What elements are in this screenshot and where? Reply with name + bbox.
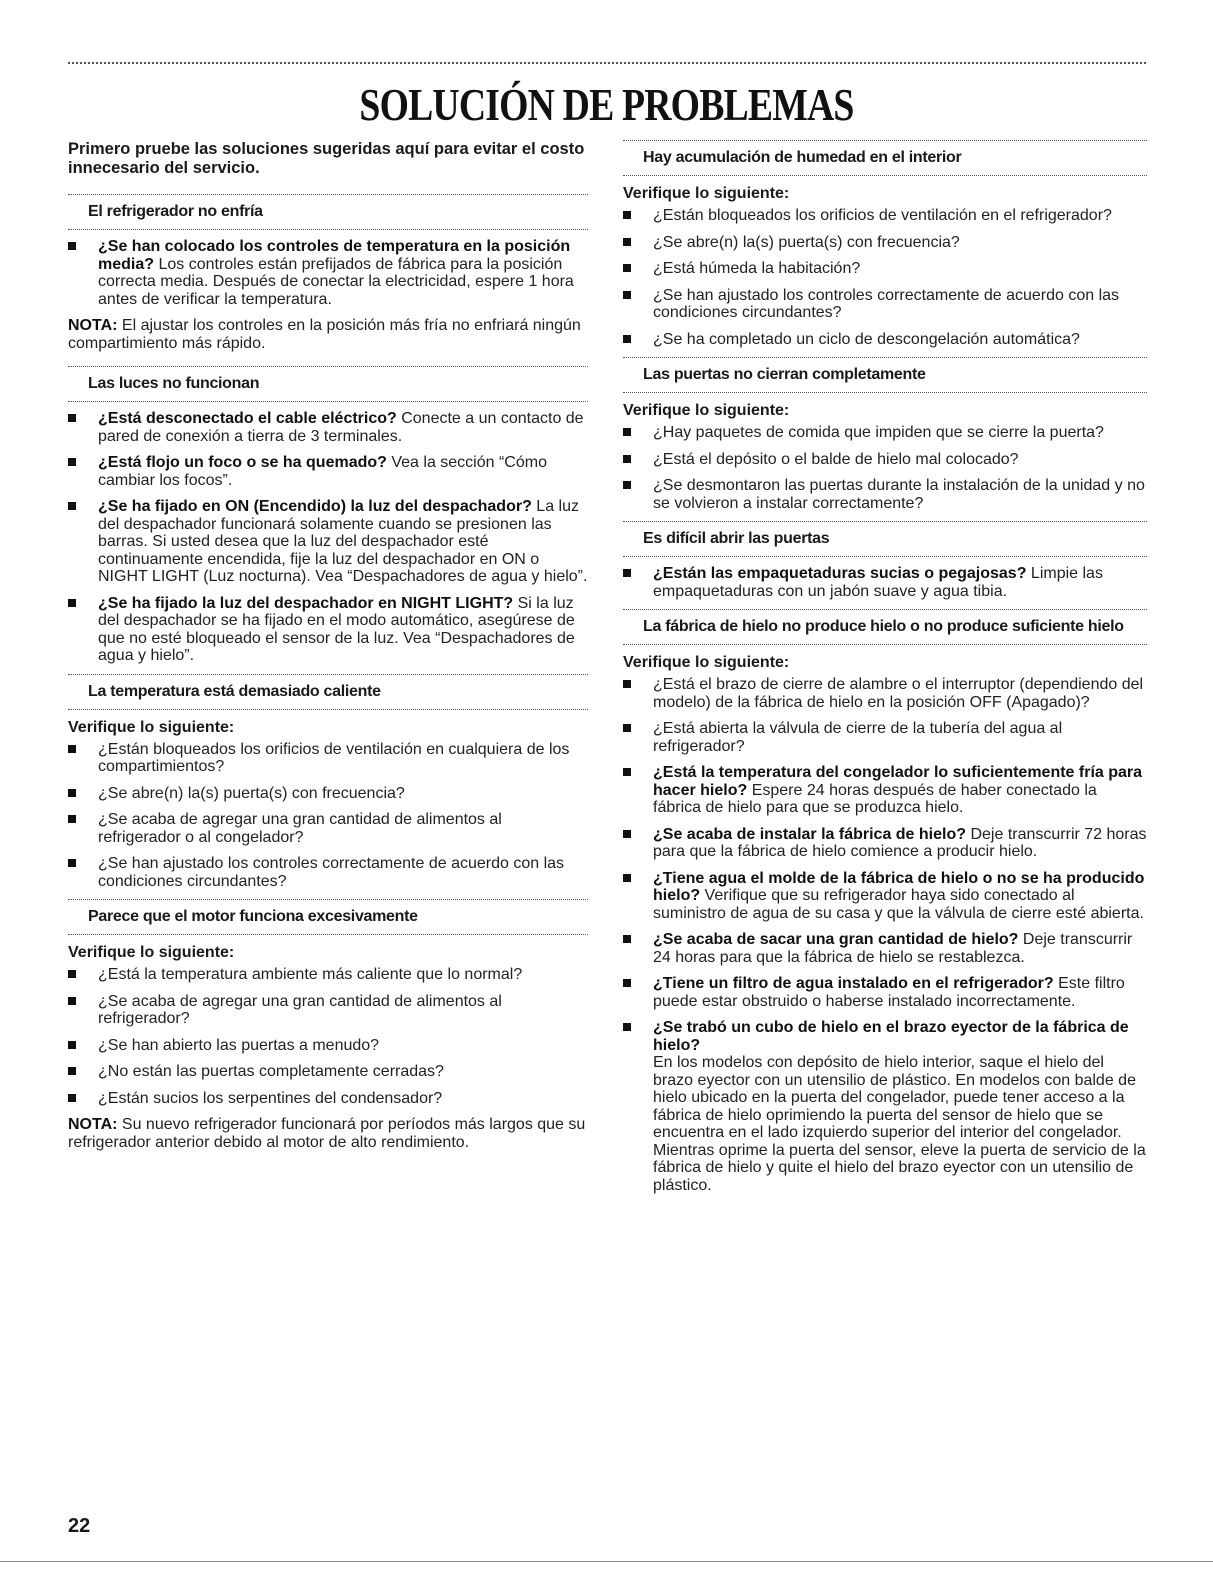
section-doors-open bbox=[623, 521, 1147, 600]
list-item: ¿Está desconectado el cable eléctrico? Conecte a un contacto de pared de conexión a tierra de 3 terminales. bbox=[68, 410, 588, 445]
verify-label: Verifique lo siguiente: bbox=[623, 402, 790, 419]
section-heading: Hay acumulación de humedad en el interior bbox=[623, 140, 1147, 176]
right-column bbox=[623, 140, 1147, 1203]
bullet-icon bbox=[623, 874, 631, 882]
bottom-rule bbox=[0, 1561, 1213, 1562]
verify-label: Verifique lo siguiente: bbox=[623, 185, 790, 202]
list-item: ¿Está el brazo de cierre de alambre o el interruptor (dependiendo del modelo) de la fábrica de hielo en la posición OFF (Apagado)? bbox=[623, 676, 1147, 711]
list-item: ¿Hay paquetes de comida que impiden que se cierre la puerta? bbox=[623, 424, 1147, 442]
section-heading: La temperatura está demasiado caliente bbox=[68, 674, 588, 710]
bullet-icon bbox=[68, 1094, 76, 1102]
bullet-icon bbox=[68, 745, 76, 753]
bullet-icon bbox=[68, 997, 76, 1005]
top-dotted-rule bbox=[68, 62, 1146, 64]
section-heading: Las luces no funcionan bbox=[68, 366, 588, 402]
bullet-icon bbox=[623, 211, 631, 219]
bullet-icon bbox=[68, 859, 76, 867]
page-title: SOLUCIÓN DE PROBLEMAS bbox=[359, 79, 854, 130]
section-lights bbox=[68, 366, 588, 665]
bullet-icon bbox=[623, 455, 631, 463]
list-item: ¿Tiene agua el molde de la fábrica de hielo o no se ha producido hielo? Verifique que su refrigerador haya sido conectado al suministro de agua de su casa y que la válvula de cierre esté abierta. bbox=[623, 870, 1147, 923]
bullet-icon bbox=[623, 428, 631, 436]
list-item: ¿Se han ajustado los controles correctamente de acuerdo con las condiciones circundantes? bbox=[623, 287, 1147, 322]
bullet-icon bbox=[68, 789, 76, 797]
bullet-icon bbox=[623, 979, 631, 987]
list-item: ¿Se trabó un cubo de hielo en el brazo eyector de la fábrica de hielo? En los modelos con depósito de hielo interior, saque el hielo del brazo eyector con un utensilio de plástico. En modelos con balde de hielo ubicado en la puerta del congelador, puede tener acceso a la fábrica de hielo oprimiendo la puerta del sensor de hielo que se encuentra en el lado izquierdo superior del interior del congelador. Mientras oprime la puerta del sensor, eleve la puerta de servicio de la fábrica de hielo y quite el hielo del brazo eyector con un utensilio de plástico. bbox=[623, 1019, 1147, 1194]
bullet-icon bbox=[623, 238, 631, 246]
bullet-icon bbox=[68, 414, 76, 422]
list-item: ¿Están bloqueados los orificios de ventilación en el refrigerador? bbox=[623, 207, 1147, 225]
bullet-icon bbox=[68, 242, 76, 250]
list-item: ¿Se abre(n) la(s) puerta(s) con frecuencia? bbox=[68, 785, 588, 803]
list-item: ¿Está la temperatura ambiente más caliente que lo normal? bbox=[68, 966, 588, 984]
list-item: ¿Está la temperatura del congelador lo suficientemente fría para hacer hielo? Espere 24 horas después de haber conectado la fábrica de hielo para que se produzca hielo. bbox=[623, 764, 1147, 817]
bullet-icon bbox=[623, 1023, 631, 1031]
page-number: 22 bbox=[68, 1515, 91, 1537]
list-item: ¿Están sucios los serpentines del condensador? bbox=[68, 1090, 588, 1108]
list-item: ¿Está abierta la válvula de cierre de la tubería del agua al refrigerador? bbox=[623, 720, 1147, 755]
list-item: ¿Se ha completado un ciclo de descongelación automática? bbox=[623, 331, 1147, 349]
section-heading: El refrigerador no enfría bbox=[68, 194, 588, 230]
bullet-icon bbox=[623, 481, 631, 489]
list-item: ¿Se acaba de sacar una gran cantidad de hielo? Deje transcurrir 24 horas para que la fábrica de hielo se restablezca. bbox=[623, 931, 1147, 966]
bullet-icon bbox=[623, 335, 631, 343]
list-item: ¿Se ha fijado en ON (Encendido) la luz del despachador? La luz del despachador funcionará solamente cuando se presionen las barras. Si usted desea que la luz del despachador esté continuamente encendida, fije la luz del despachador en ON o NIGHT LIGHT (Luz nocturna). Vea “Despachadores de agua y hielo”. bbox=[68, 498, 588, 586]
note-text: NOTA: Su nuevo refrigerador funcionará por períodos más largos que su refrigerador anterior debido al motor de alto rendimiento. bbox=[68, 1116, 586, 1151]
list-item: ¿Están bloqueados los orificios de ventilación en cualquiera de los compartimientos? bbox=[68, 741, 588, 776]
bullet-icon bbox=[623, 724, 631, 732]
bullet-icon bbox=[68, 458, 76, 466]
bullet-icon bbox=[623, 935, 631, 943]
list-item: ¿Está húmeda la habitación? bbox=[623, 260, 1147, 278]
section-no-cooling bbox=[68, 194, 588, 352]
section-heading: Es difícil abrir las puertas bbox=[623, 521, 1147, 557]
list-item: ¿Se acaba de instalar la fábrica de hielo? Deje transcurrir 72 horas para que la fábrica de hielo comience a producir hielo. bbox=[623, 826, 1147, 861]
bullet-icon bbox=[623, 291, 631, 299]
list-item: ¿Se abre(n) la(s) puerta(s) con frecuencia? bbox=[623, 234, 1147, 252]
list-item: ¿Se acaba de agregar una gran cantidad de alimentos al refrigerador? bbox=[68, 993, 588, 1028]
list-item: ¿Se ha fijado la luz del despachador en NIGHT LIGHT? Si la luz del despachador se ha fijado en el modo automático, asegúrese de que no esté bloqueado el sensor de la luz. Vea “Despachadores de agua y hielo”. bbox=[68, 595, 588, 665]
list-item: ¿Se desmontaron las puertas durante la instalación de la unidad y no se volvieron a instalar correctamente? bbox=[623, 477, 1147, 512]
verify-label: Verifique lo siguiente: bbox=[68, 944, 235, 961]
section-doors-close bbox=[623, 357, 1147, 512]
left-column bbox=[68, 140, 588, 1165]
bullet-icon bbox=[623, 569, 631, 577]
list-item: ¿No están las puertas completamente cerradas? bbox=[68, 1063, 588, 1081]
bullet-icon bbox=[68, 1041, 76, 1049]
bullet-icon bbox=[623, 680, 631, 688]
section-heading: La fábrica de hielo no produce hielo o no produce suficiente hielo bbox=[623, 609, 1147, 645]
section-heading: Las puertas no cierran completamente bbox=[623, 357, 1147, 393]
bullet-icon bbox=[68, 599, 76, 607]
section-ice-maker bbox=[623, 609, 1147, 1194]
verify-label: Verifique lo siguiente: bbox=[68, 718, 235, 736]
list-item: ¿Tiene un filtro de agua instalado en el refrigerador? Este filtro puede estar obstruido o haberse instalado incorrectamente. bbox=[623, 975, 1147, 1010]
bullet-icon bbox=[68, 502, 76, 510]
section-humidity bbox=[623, 140, 1147, 348]
list-item: ¿Se han abierto las puertas a menudo? bbox=[68, 1037, 588, 1055]
bullet-icon bbox=[623, 264, 631, 272]
bullet-icon bbox=[68, 970, 76, 978]
verify-label: Verifique lo siguiente: bbox=[623, 654, 790, 671]
bullet-icon bbox=[68, 1067, 76, 1075]
intro-text: Primero pruebe las soluciones sugeridas aquí para evitar el costo innecesario del servicio. bbox=[68, 140, 585, 177]
bullet-icon bbox=[623, 768, 631, 776]
list-item: ¿Se han ajustado los controles correctamente de acuerdo con las condiciones circundantes? bbox=[68, 855, 588, 890]
list-item: ¿Se han colocado los controles de temperatura en la posición media? Los controles están prefijados de fábrica para la posición correcta media. Después de conectar la electricidad, espere 1 hora antes de verificar la temperatura. bbox=[68, 238, 588, 308]
list-item: ¿Está flojo un foco o se ha quemado? Vea la sección “Cómo cambiar los focos”. bbox=[68, 454, 588, 489]
bullet-icon bbox=[68, 815, 76, 823]
section-too-warm bbox=[68, 674, 588, 891]
note-text: NOTA: El ajustar los controles en la posición más fría no enfriará ningún compartimiento más rápido. bbox=[68, 317, 581, 352]
list-item: ¿Se acaba de agregar una gran cantidad de alimentos al refrigerador o al congelador? bbox=[68, 811, 588, 846]
bullet-icon bbox=[623, 830, 631, 838]
list-item: ¿Está el depósito o el balde de hielo mal colocado? bbox=[623, 451, 1147, 469]
section-heading: Parece que el motor funciona excesivamente bbox=[68, 899, 588, 935]
list-item: ¿Están las empaquetaduras sucias o pegajosas? Limpie las empaquetaduras con un jabón suave y agua tibia. bbox=[623, 565, 1147, 600]
section-motor bbox=[68, 899, 588, 1151]
